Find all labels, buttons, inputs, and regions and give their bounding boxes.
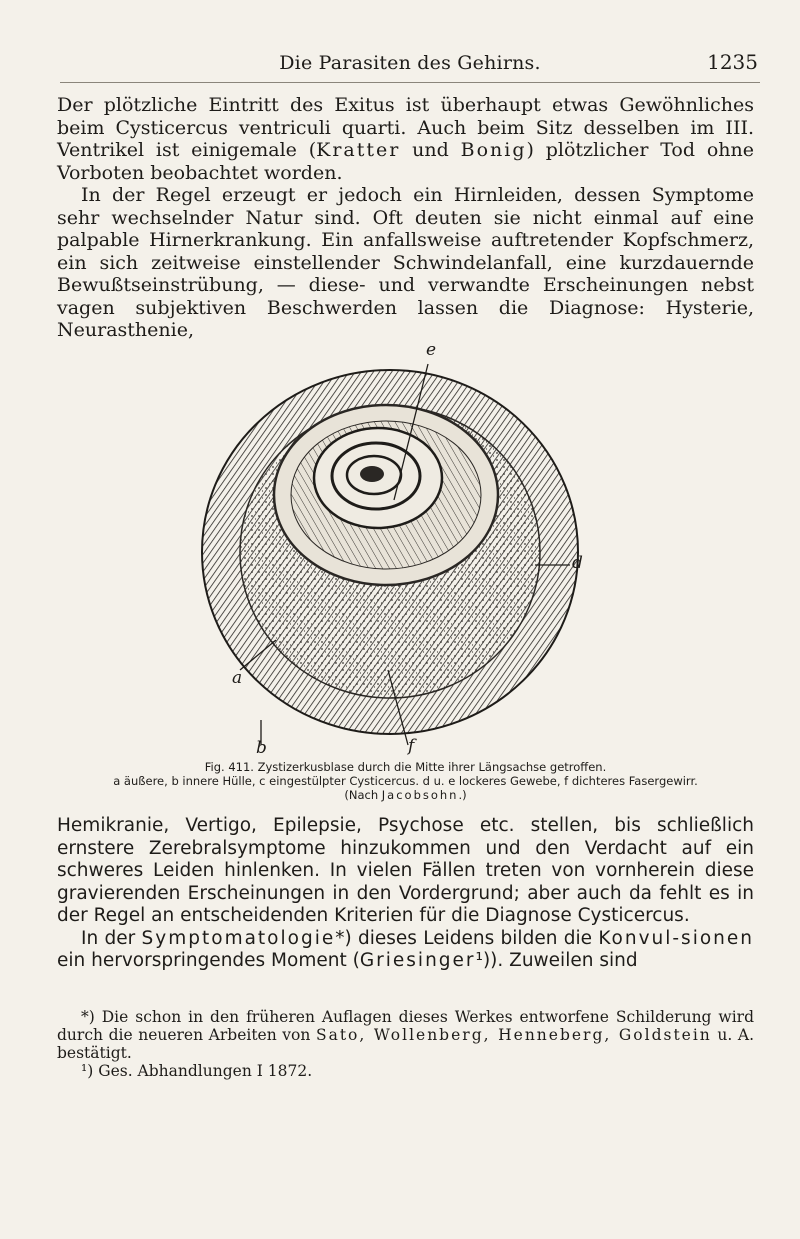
caption-line-2: a äußere, b innere Hülle, c eingestülpter Cysticercus. d u. e lockeres Gewebe, f dichteres Fasergewirr. [113, 774, 698, 788]
figure-label-b: b [256, 738, 267, 758]
figure-label-d: d [572, 553, 583, 573]
paragraph-4 [57, 928, 754, 973]
paragraph-1-middle: und [400, 139, 461, 161]
author-kratter: Kratter [316, 139, 401, 161]
cysticercus-c-core [360, 466, 384, 482]
footnote-1-authors: Sato, Wollenberg, Henneberg, Goldstein [315, 1026, 712, 1044]
figure-label-a: a [232, 668, 243, 688]
author-bonig: Bonig [460, 139, 527, 161]
paragraph-1-text: Der plötzliche Eintritt des Exitus ist überhaupt etwas Gewöhnliches beim Cysticercus ventriculi quarti. Auch beim Sitz desselben im III. Ventrikel ist einigemale ( [57, 94, 754, 161]
footnote-1-end: u. A. bestätigt. [57, 1026, 755, 1062]
running-title: Die Parasiten des Gehirns. [279, 52, 541, 74]
paragraph-4-mid-1: *) dieses Leidens bilden die [335, 927, 599, 949]
author-griesinger: Griesinger [359, 950, 476, 971]
term-konvulsionen: Konvul-sionen [598, 927, 754, 949]
running-head [60, 52, 760, 83]
figure-caption [57, 760, 754, 802]
caption-source-prefix: (Nach [344, 788, 382, 802]
page-number: 1235 [707, 50, 758, 74]
figure-label-f: f [408, 736, 415, 756]
paragraph-4-start: In der [81, 927, 142, 949]
paragraph-3: Hemikranie, Vertigo, Epilepsie, Psychose etc. stellen, bis schließlich ernstere Zerebralsymptome hinzukommen und den Verdacht auf ein schweres Leiden hinlenken. In vielen Fällen treten von vornherein diese gravierenden Erscheinungen in den Vordergrund; aber auch da fehlt es in der Regel an entscheidenden Kriterien für die Diagnose Cysticercus. [57, 815, 754, 926]
paragraph-4-mid-2: ein hervorspringendes Moment ( [57, 950, 360, 971]
caption-source-author: Jacobsohn [381, 788, 459, 802]
figure-label-e: e [426, 340, 437, 360]
caption-line-3 [57, 788, 754, 802]
footnotes [57, 1008, 754, 1080]
paragraph-2: In der Regel erzeugt er jedoch ein Hirnleiden, dessen Symptome sehr wechselnder Natur sind. Oft deuten sie nicht einmal auf eine palpable Hirnerkrankung. Ein anfallsweise auftretender Kopfschmerz, ein sich zeitweise einstellender Schwindelanfall, eine kurzdauernde Bewußtseinstrübung, — diese- und verwandte Erscheinungen nebst vagen subjektiven Beschwerden lassen die Diagnose: Hysterie, Neurasthenie, [57, 184, 754, 341]
figure-cysticercus-illustration [180, 290, 630, 756]
caption-line-1: Fig. 411. Zystizerkusblase durch die Mitte ihrer Längsachse getroffen. [204, 760, 607, 774]
paragraph-1-end: ) plötzlicher Tod ohne Vorboten beobachtet worden. [57, 139, 755, 184]
term-symptomatologie: Symptomatologie [141, 927, 336, 949]
footnote-1-start: *) Die schon in den früheren Auflagen dieses Werkes entworfene Schilderung wird durch die neueren Arbeiten von [57, 1008, 754, 1044]
cysticercus-drawing [180, 290, 630, 756]
footnote-2: ¹) Ges. Abhandlungen I 1872. [81, 1062, 313, 1080]
footnote-1 [57, 1008, 754, 1062]
caption-source-suffix: .) [458, 788, 467, 802]
paragraph-3-block [57, 815, 754, 973]
paragraph-4-end: ¹)). Zuweilen sind [475, 950, 638, 971]
